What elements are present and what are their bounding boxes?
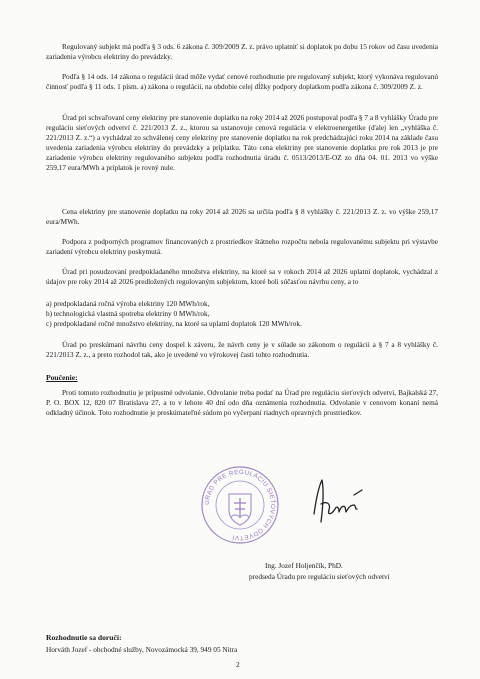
paragraph-appeal-instructions: Proti tomuto rozhodnutiu je prípustné odvolanie. Odvolanie treba podať na Úrad pre reguláciu sieťových odvetví, Bajkalská 27, P. O. BOX 12, 820 07 Bratislava 27, a to v lehote 40 dní odo dňa oznámenia rozhodnutia. Odvolanie v cenovom konaní nemá odkladný účinok. Toto rozhodnutie je preskúmateľné súdom po vyčerpaní riadnych opravných prostriedkov.: [46, 388, 438, 417]
official-stamp: [199, 464, 281, 546]
paragraph-doplatok-duration: Regulovaný subjekt má podľa § 3 ods. 6 zákona č. 309/2009 Z. z. právo uplatniť si doplatok po dobu 15 rokov od času uvedenia zariadenia výrobcu elektriny do prevádzky.: [46, 42, 438, 61]
paragraph-conclusion: Úrad po preskúmaní návrhu ceny dospel k záveru, že návrh ceny je v súlade so zákonom o regulácii a § 7 a 8 vyhlášky č. 221/2013 Z. z., a preto rozhodol tak, ako je uvedené vo výrokovej časti tohto rozhodnutia.: [46, 340, 438, 359]
paragraph-price-decision: Podľa § 14 ods. 14 zákona o regulácii úrad môže vydať cenové rozhodnutie pre regulovaný subjekt, ktorý vykonáva regulovanú činnosť podľa § 11 ods. 1 písm. a) zákona o regulácii, na obdobie celej dĺžky podpory doplatkom podľa zákona č. 309/2009 Z. z.: [46, 72, 438, 91]
list-item-doplatok-quantity: c) predpokladané ročné množstvo elektriny, na ktoré sa uplatní doplatok 120 MWh/rok.: [46, 319, 302, 328]
svg-text:ÚRAD PRE REGULÁCIU SIEŤOVÝCH O: ÚRAD PRE REGULÁCIU SIEŤOVÝCH ODVETVÍ: [203, 468, 277, 542]
signatory-title: predseda Úradu pre reguláciu sieťových odvetví: [249, 572, 390, 581]
list-item-own-consumption: b) technologická vlastná spotreba elektriny 0 MWh/rok,: [46, 309, 210, 318]
paragraph-approval-procedure: Úrad pri schvaľovaní ceny elektriny pre stanovenie doplatku na roky 2014 až 2026 postupoval podľa § 7 a 8 vyhlášky Úradu pre reguláciu sieťových odvetví č. 221/2013 Z. z., ktorou sa ustanovuje cenová regulácia v elektroenergetike (ďalej len „vyhláška č. 221/2013 Z. z.“) a vychádzal zo schválenej ceny elektriny pre stanovenie doplatku na rok predchádzajúci roku 2014 na základe času uvedenia zariadenia výrobcu elektriny do prevádzky a príplatku. Táto cena elektriny pre stanovenie doplatku pre rok 2013 je pre zariadenie výrobcu elektriny regulovaného subjektu podľa rozhodnutia úradu č. 0513/2013/E-OZ zo dňa 04. 01. 2013 vo výške 259,17 eura/MWh a príplatok je rovný nule.: [46, 113, 438, 172]
delivery-heading: Rozhodnutie sa doručí:: [46, 633, 122, 642]
paragraph-state-support: Podpora z podporných programov financovaných z prostriedkov štátneho rozpočtu nebola regulovanému subjektu pri výstavbe zariadení výrobcu elektriny poskytnutá.: [46, 237, 438, 256]
handwritten-signature: [302, 474, 380, 534]
signatory-name: Ing. Jozef Holjenčík, PhD.: [265, 561, 343, 570]
delivery-recipient: Horváth Jozef - obchodné služby, Novozámocká 39, 949 05 Nitra: [46, 645, 238, 654]
list-item-annual-production: a) predpokladaná ročná výroba elektriny 120 MWh/rok,: [46, 299, 210, 308]
paragraph-quantity-assessment: Úrad pri posudzovaní predpokladaného množstva elektriny, na ktoré sa v rokoch 2014 až 2026 uplatní doplatok, vychádzal z údajov pre roky 2014 až 2026 predložených regulovaným subjektom, ktoré boli súčasťou návrhu ceny, a to: [46, 267, 438, 286]
page-number: 2: [236, 660, 240, 669]
poucenie-heading: Poučenie:: [46, 373, 78, 382]
paragraph-price-determination: Cena elektriny pre stanovenie doplatku na roky 2014 až 2026 sa určila podľa § 8 vyhlášky č. 221/2013 Z. z. vo výške 259,17 eura/MWh.: [46, 207, 438, 226]
